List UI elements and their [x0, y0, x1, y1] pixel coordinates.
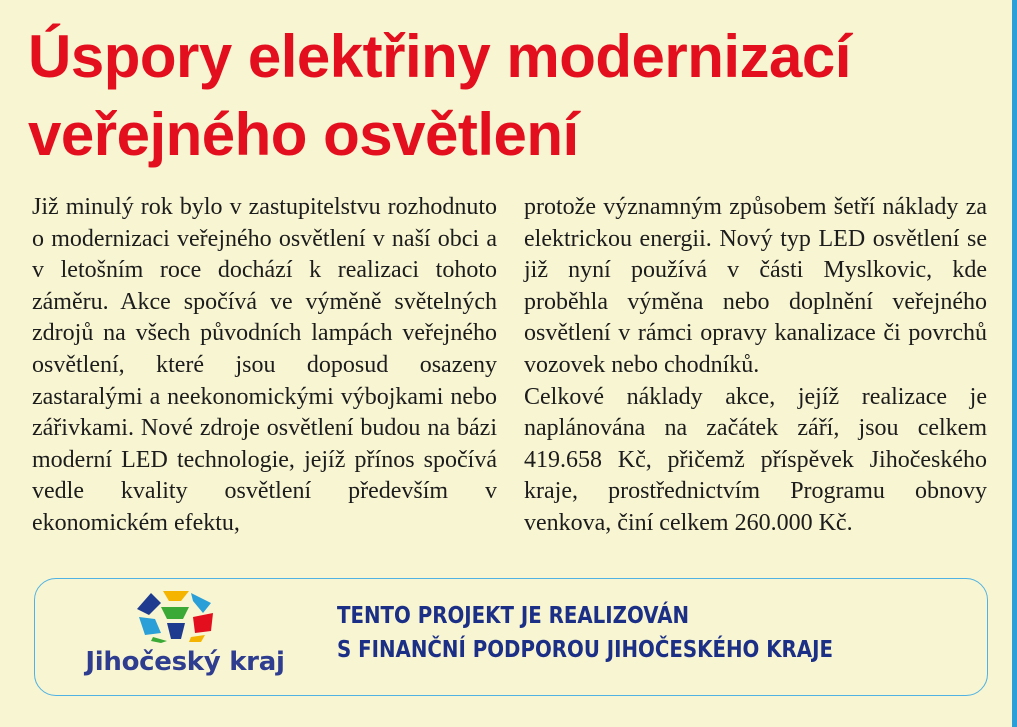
title-line-1: Úspory elektřiny modernizací	[28, 23, 851, 90]
funding-statement	[337, 599, 870, 667]
funding-line-2: S FINANČNÍ PODPOROU JIHOČESKÉHO KRAJE	[337, 637, 833, 663]
logo-wordmark: Jihočeský kraj	[85, 647, 285, 677]
article-column-left	[32, 192, 497, 540]
funding-banner	[34, 578, 988, 696]
article-paragraph-1-part-1: Již minulý rok bylo v zastupitelstvu rozhodnuto o modernizaci veřejného osvětlení v naší obci a v letošním roce dochází k realizaci tohoto záměru. Akce spočívá ve výměně světelných zdrojů na všech původních lampách veřejného osvětlení, které jsou doposud osazeny zastaralými a neekonomickými výbojkami nebo zářivkami. Nové zdroje osvětlení budou na bázi moderní LED technologie, jejíž přínos spočívá vedle kvality osvětlení především v ekonomickém efektu,	[32, 194, 497, 536]
article-paragraph-1-part-2: protože významným způsobem šetří náklady za elektrickou energii. Nový typ LED osvětlení se již nyní používá v části Myslkovic, kde proběhla výměna nebo doplnění veřejného osvětlení v rámci opravy kanalizace či povrchů vozovek nebo chodníků.	[524, 194, 987, 378]
edge-stripe	[1012, 0, 1017, 727]
jihocesky-kraj-logo-icon	[131, 587, 221, 643]
article-title	[28, 18, 1003, 174]
title-line-2: veřejného osvětlení	[28, 101, 579, 168]
region-logo	[65, 587, 305, 691]
funding-line-1: TENTO PROJEKT JE REALIZOVÁN	[337, 603, 690, 629]
article-column-right	[524, 192, 987, 540]
article-paragraph-2: Celkové náklady akce, jejíž realizace je naplánována na začátek září, jsou celkem 419.658 Kč, přičemž příspěvek Jihočeského kraje, prostřednictvím Programu obnovy venkova, činí celkem 260.000 Kč.	[524, 383, 987, 536]
